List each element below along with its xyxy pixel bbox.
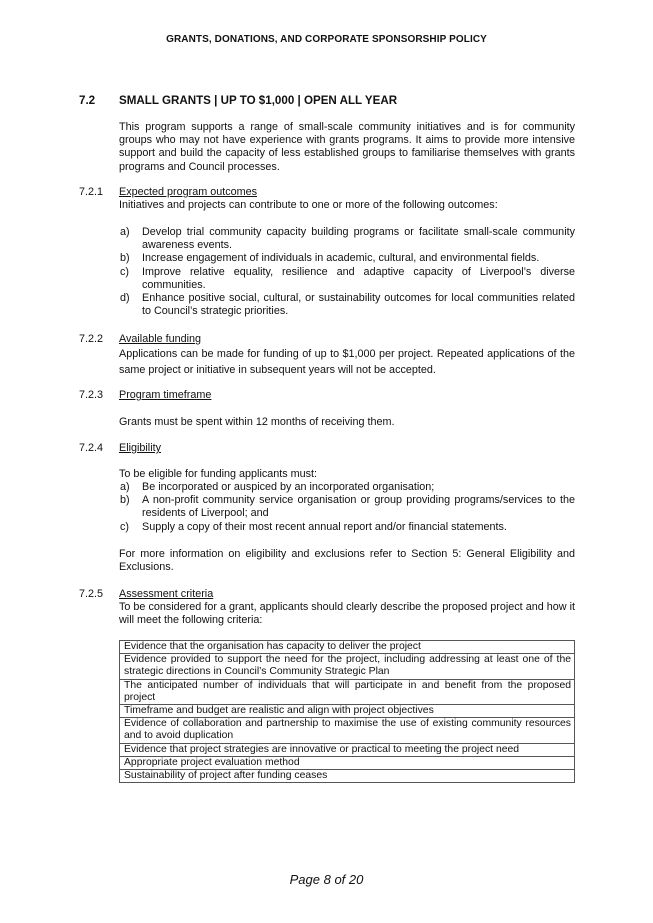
list-item [119, 226, 575, 252]
eligibility-more-info: For more information on eligibility and exclusions refer to Section 5: General Eligibility and Exclusions. [119, 548, 575, 574]
list-marker: c) [120, 520, 129, 533]
list-marker: c) [120, 265, 129, 278]
list-item [119, 266, 575, 292]
outcomes-number: 7.2.1 [79, 186, 104, 198]
eligibility-number: 7.2.4 [79, 442, 104, 454]
criteria-cell: Evidence of collaboration and partnership to maximise the use of existing community resources and to avoid duplication [120, 718, 575, 743]
list-item-text: Enhance positive social, cultural, or sustainability outcomes for local communities related to Council’s strategic priorities. [142, 292, 575, 318]
criteria-cell: Evidence that project strategies are innovative or practical to meeting the project need [120, 743, 575, 756]
funding-heading: Available funding [119, 333, 202, 345]
assessment-heading: Assessment criteria [119, 588, 214, 600]
list-item [119, 521, 575, 534]
page-number: Page 8 of 20 [289, 872, 364, 887]
table-row [120, 705, 575, 718]
list-item-text: Increase engagement of individuals in academic, cultural, and environmental fields. [142, 252, 540, 265]
outcomes-heading: Expected program outcomes [119, 186, 258, 198]
table-row [120, 679, 575, 704]
list-item [119, 481, 575, 494]
section-heading: SMALL GRANTS | UP TO $1,000 | OPEN ALL YEAR [119, 94, 398, 107]
list-item-text: Develop trial community capacity building programs or facilitate small-scale community awareness events. [142, 226, 575, 252]
funding-text: Applications can be made for funding of up to $1,000 per project. Repeated applications of the same project or initiative in subsequent years will not be accepted. [119, 348, 575, 376]
criteria-cell: Sustainability of project after funding ceases [120, 770, 575, 783]
eligibility-intro: To be eligible for funding applicants must: [119, 468, 318, 480]
criteria-cell: Evidence that the organisation has capacity to deliver the project [120, 641, 575, 654]
eligibility-list [119, 481, 575, 534]
criteria-table [119, 640, 575, 783]
section-intro: This program supports a range of small-scale community initiatives and is for community groups who may not have experience with grants programs. It aims to provide more intensive support and build the capacity of less established groups to familiarise themselves with grants programs and Council processes. [119, 121, 575, 173]
list-item-text: Supply a copy of their most recent annual report and/or financial statements. [142, 520, 507, 533]
table-row [120, 743, 575, 756]
table-row [120, 756, 575, 769]
list-marker: a) [120, 481, 130, 493]
list-marker: d) [120, 292, 130, 305]
table-row [120, 641, 575, 654]
list-item-text: Be incorporated or auspiced by an incorporated organisation; [142, 481, 435, 493]
timeframe-number: 7.2.3 [79, 389, 104, 401]
criteria-cell: The anticipated number of individuals that will participate in and benefit from the proposed project [120, 679, 575, 704]
table-row [120, 770, 575, 783]
list-item [119, 252, 575, 265]
list-item-text: Improve relative equality, resilience and adaptive capacity of Liverpool’s diverse communities. [142, 265, 575, 291]
list-item [119, 292, 575, 318]
list-marker: b) [120, 252, 130, 265]
criteria-cell: Evidence provided to support the need for the project, including addressing at least one of the strategic directions in Council’s Community Strategic Plan [120, 654, 575, 679]
list-item [119, 494, 575, 520]
eligibility-heading: Eligibility [119, 442, 162, 454]
table-row [120, 654, 575, 679]
funding-number: 7.2.2 [79, 333, 104, 345]
criteria-cell: Timeframe and budget are realistic and align with project objectives [120, 705, 575, 718]
table-row [120, 718, 575, 743]
section-number: 7.2 [79, 94, 96, 107]
timeframe-text: Grants must be spent within 12 months of receiving them. [119, 416, 395, 428]
outcomes-list [119, 226, 575, 318]
assessment-intro: To be considered for a grant, applicants should clearly describe the proposed project and how it will meet the following criteria: [119, 601, 575, 627]
list-marker: a) [120, 226, 130, 238]
criteria-cell: Appropriate project evaluation method [120, 756, 575, 769]
outcomes-intro: Initiatives and projects can contribute to one or more of the following outcomes: [119, 199, 498, 211]
document-header: GRANTS, DONATIONS, AND CORPORATE SPONSORSHIP POLICY [166, 34, 487, 45]
assessment-number: 7.2.5 [79, 588, 104, 600]
list-marker: b) [120, 494, 130, 507]
timeframe-heading: Program timeframe [119, 389, 212, 401]
list-item-text: A non-profit community service organisation or group providing programs/services to the residents of Liverpool; and [142, 494, 575, 520]
